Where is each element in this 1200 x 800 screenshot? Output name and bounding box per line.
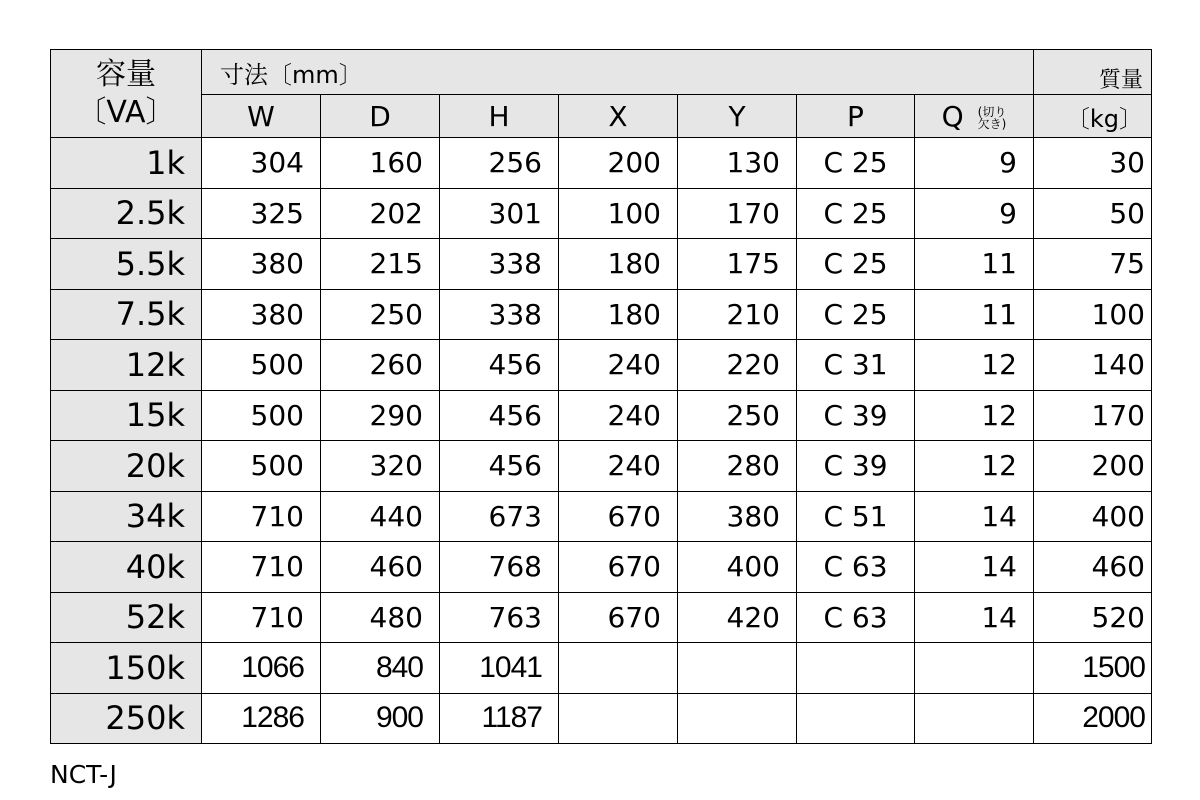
capacity-header (51, 50, 202, 138)
col-header-w: W (202, 95, 321, 138)
mass-cell: 460 (1034, 542, 1152, 593)
y-cell: 420 (678, 592, 797, 643)
q-cell: 11 (915, 289, 1034, 340)
q-cell (915, 643, 1034, 694)
q-cell: 12 (915, 441, 1034, 492)
table-row (51, 592, 1152, 643)
y-cell: 130 (678, 138, 797, 189)
y-cell: 280 (678, 441, 797, 492)
x-cell: 240 (559, 441, 678, 492)
p-cell: C 63 (797, 542, 915, 593)
mass-unit: 〔kg〕 (1034, 95, 1152, 138)
mass-cell: 140 (1034, 340, 1152, 391)
table-row (51, 491, 1152, 542)
p-cell: C 51 (797, 491, 915, 542)
q-cell: 14 (915, 542, 1034, 593)
mass-cell: 400 (1034, 491, 1152, 542)
h-cell: 338 (440, 289, 559, 340)
p-cell: C 25 (797, 239, 915, 290)
col-header-y: Y (678, 95, 797, 138)
table-row (51, 340, 1152, 391)
d-cell: 900 (321, 693, 440, 744)
table-header (51, 50, 1152, 138)
x-cell: 100 (559, 188, 678, 239)
h-cell: 456 (440, 441, 559, 492)
x-cell: 180 (559, 289, 678, 340)
d-cell: 215 (321, 239, 440, 290)
p-cell: C 39 (797, 441, 915, 492)
w-cell: 304 (202, 138, 321, 189)
d-cell: 290 (321, 390, 440, 441)
mass-cell: 170 (1034, 390, 1152, 441)
q-cell: 11 (915, 239, 1034, 290)
w-cell: 1286 (202, 693, 321, 744)
h-cell: 338 (440, 239, 559, 290)
mass-cell: 2000 (1034, 693, 1152, 744)
col-header-x: X (559, 95, 678, 138)
table-row (51, 289, 1152, 340)
q-note-line2: 欠き) (977, 116, 1007, 131)
table-row (51, 643, 1152, 694)
table-row (51, 239, 1152, 290)
mass-cell: 100 (1034, 289, 1152, 340)
q-cell: 14 (915, 491, 1034, 542)
q-note (978, 106, 1007, 130)
d-cell: 250 (321, 289, 440, 340)
x-cell (559, 643, 678, 694)
q-cell (915, 693, 1034, 744)
w-cell: 325 (202, 188, 321, 239)
capacity-cell: 20k (51, 441, 202, 492)
table-row (51, 188, 1152, 239)
x-cell: 200 (559, 138, 678, 189)
w-cell: 500 (202, 340, 321, 391)
capacity-cell: 7.5k (51, 289, 202, 340)
d-cell: 480 (321, 592, 440, 643)
q-cell: 12 (915, 340, 1034, 391)
h-cell: 1041 (440, 643, 559, 694)
d-cell: 160 (321, 138, 440, 189)
mass-cell: 75 (1034, 239, 1152, 290)
q-note-line1: (切り (977, 104, 1007, 119)
col-header-q-label: Q (941, 99, 964, 133)
mass-cell: 520 (1034, 592, 1152, 643)
w-cell: 500 (202, 441, 321, 492)
d-cell: 202 (321, 188, 440, 239)
p-cell: C 25 (797, 188, 915, 239)
capacity-unit: 〔VA〕 (76, 94, 176, 130)
y-cell: 250 (678, 390, 797, 441)
table-row (51, 693, 1152, 744)
y-cell: 170 (678, 188, 797, 239)
capacity-cell: 250k (51, 693, 202, 744)
y-cell: 400 (678, 542, 797, 593)
y-cell (678, 643, 797, 694)
col-header-p: P (797, 95, 915, 138)
col-header-h: H (440, 95, 559, 138)
w-cell: 1066 (202, 643, 321, 694)
h-cell: 256 (440, 138, 559, 189)
table-row (51, 441, 1152, 492)
q-cell: 14 (915, 592, 1034, 643)
h-cell: 456 (440, 340, 559, 391)
p-cell (797, 693, 915, 744)
q-cell: 9 (915, 188, 1034, 239)
d-cell: 840 (321, 643, 440, 694)
table-body (51, 138, 1152, 744)
table-row (51, 138, 1152, 189)
x-cell (559, 693, 678, 744)
capacity-cell: 150k (51, 643, 202, 694)
capacity-cell: 1k (51, 138, 202, 189)
y-cell (678, 693, 797, 744)
p-cell: C 25 (797, 289, 915, 340)
y-cell: 175 (678, 239, 797, 290)
x-cell: 180 (559, 239, 678, 290)
w-cell: 380 (202, 289, 321, 340)
h-cell: 673 (440, 491, 559, 542)
q-cell: 12 (915, 390, 1034, 441)
x-cell: 670 (559, 592, 678, 643)
spec-table (50, 49, 1152, 744)
w-cell: 710 (202, 542, 321, 593)
h-cell: 763 (440, 592, 559, 643)
model-name: NCT-J (50, 760, 117, 789)
capacity-cell: 34k (51, 491, 202, 542)
mass-cell: 1500 (1034, 643, 1152, 694)
table-row (51, 390, 1152, 441)
y-cell: 380 (678, 491, 797, 542)
col-header-d: D (321, 95, 440, 138)
dimensions-header: 寸法〔mm〕 (202, 50, 1034, 95)
p-cell: C 31 (797, 340, 915, 391)
capacity-cell: 12k (51, 340, 202, 391)
y-cell: 220 (678, 340, 797, 391)
w-cell: 380 (202, 239, 321, 290)
d-cell: 460 (321, 542, 440, 593)
w-cell: 710 (202, 592, 321, 643)
d-cell: 440 (321, 491, 440, 542)
capacity-cell: 5.5k (51, 239, 202, 290)
w-cell: 500 (202, 390, 321, 441)
mass-cell: 50 (1034, 188, 1152, 239)
capacity-cell: 2.5k (51, 188, 202, 239)
h-cell: 301 (440, 188, 559, 239)
capacity-cell: 52k (51, 592, 202, 643)
h-cell: 1187 (440, 693, 559, 744)
mass-header: 質量 (1034, 50, 1152, 95)
q-cell: 9 (915, 138, 1034, 189)
table-row (51, 542, 1152, 593)
d-cell: 260 (321, 340, 440, 391)
mass-cell: 30 (1034, 138, 1152, 189)
capacity-label: 容量 (96, 56, 156, 92)
capacity-cell: 15k (51, 390, 202, 441)
p-cell: C 39 (797, 390, 915, 441)
x-cell: 240 (559, 340, 678, 391)
col-header-q (915, 95, 1034, 138)
x-cell: 670 (559, 542, 678, 593)
p-cell (797, 643, 915, 694)
capacity-cell: 40k (51, 542, 202, 593)
mass-cell: 200 (1034, 441, 1152, 492)
y-cell: 210 (678, 289, 797, 340)
p-cell: C 25 (797, 138, 915, 189)
p-cell: C 63 (797, 592, 915, 643)
h-cell: 768 (440, 542, 559, 593)
d-cell: 320 (321, 441, 440, 492)
x-cell: 670 (559, 491, 678, 542)
h-cell: 456 (440, 390, 559, 441)
w-cell: 710 (202, 491, 321, 542)
x-cell: 240 (559, 390, 678, 441)
